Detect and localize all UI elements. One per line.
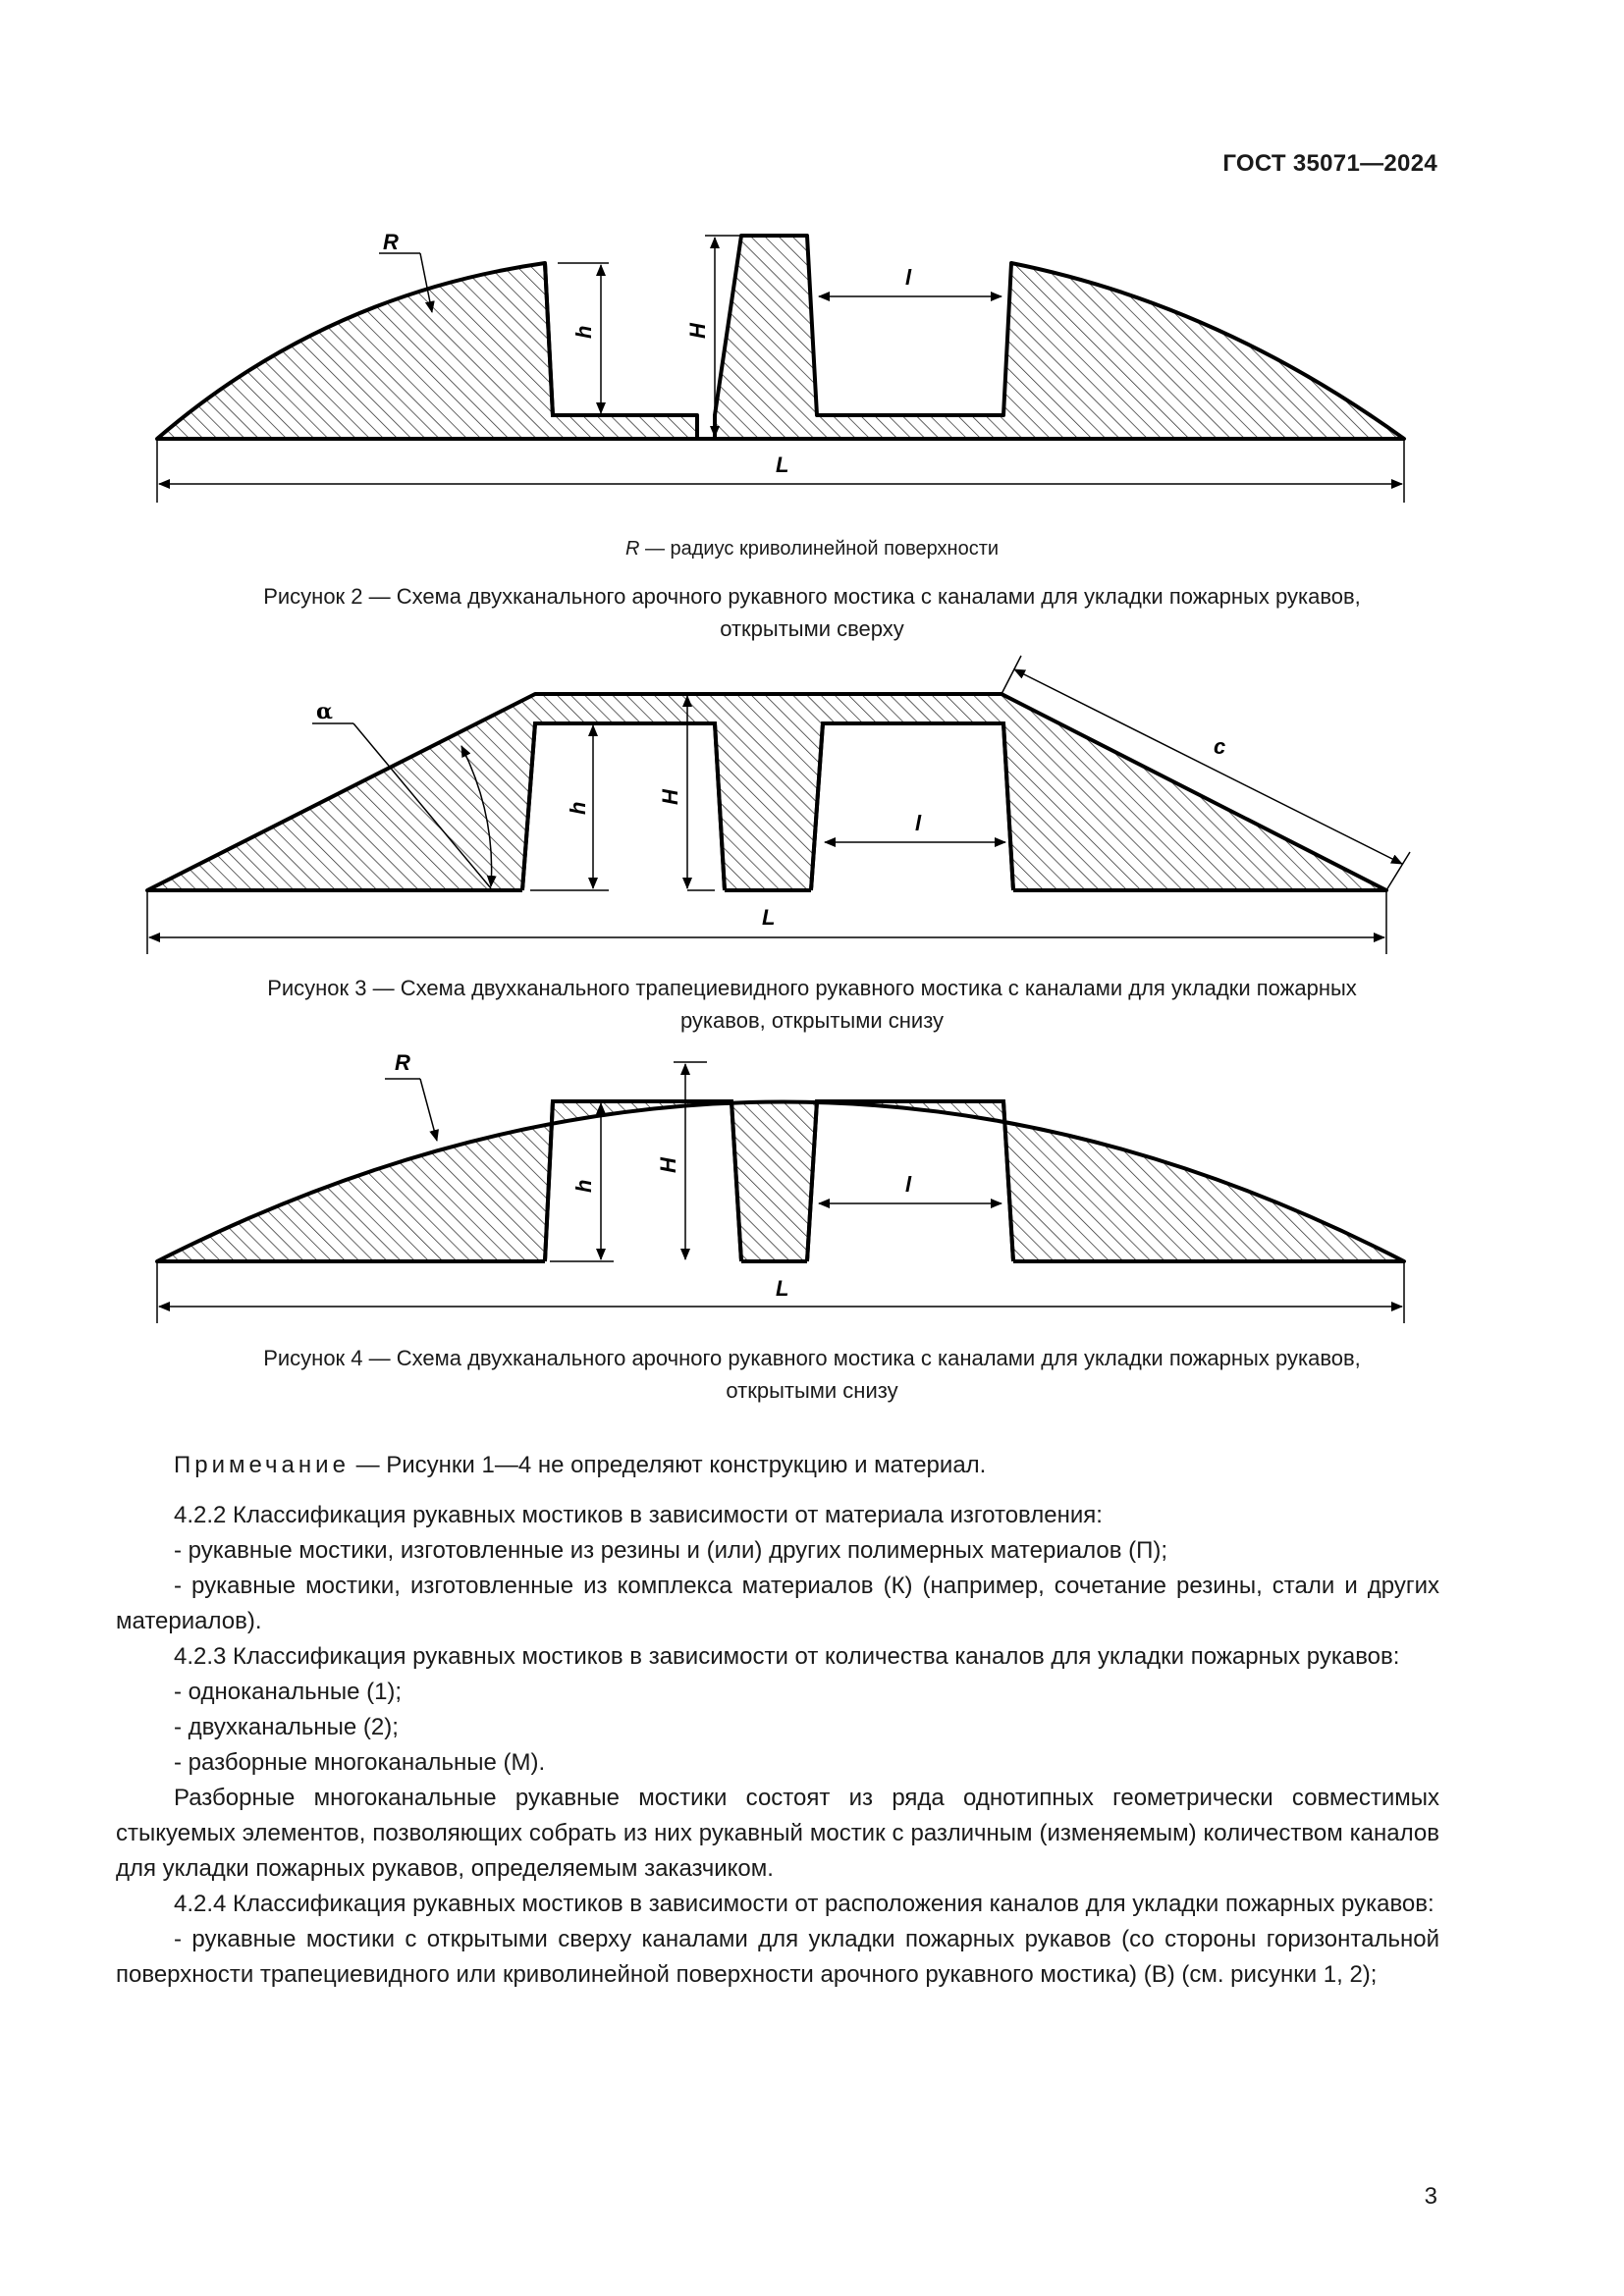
- figure-4-label-L: L: [776, 1276, 789, 1301]
- figure-3-label-h: h: [566, 801, 590, 815]
- figure-4-caption-line-1: Рисунок 4 — Схема двухканального арочного рукавного мостика с каналами для укладки пожарных рукавов,: [263, 1346, 1361, 1370]
- paragraph-4-2-2: 4.2.2 Классификация рукавных мостиков в зависимости от материала изготовления:: [174, 1502, 1103, 1528]
- figure-2-caption-line-1: Рисунок 2 — Схема двухканального арочного рукавного мостика с каналами для укладки пожарных рукавов,: [263, 584, 1361, 609]
- figure-2-legend: [0, 538, 1624, 561]
- figure-2-label-L: L: [776, 453, 789, 477]
- body-text: [116, 1498, 1439, 1993]
- list-item: - рукавные мостики, изготовленные из комплекса материалов (К) (например, сочетание резины, стали и других материалов).: [116, 1573, 1439, 1634]
- list-item: - одноканальные (1);: [174, 1679, 403, 1705]
- figure-3-caption-line-1: Рисунок 3 — Схема двухканального трапециевидного рукавного мостика с каналами для укладки пожарных: [267, 976, 1357, 1000]
- figure-2-drawing: [0, 221, 1624, 515]
- figure-2-caption-line-2: открытыми сверху: [720, 616, 904, 641]
- figure-2-label-H: H: [685, 323, 710, 339]
- note: [116, 1448, 1439, 1483]
- figure-4-caption-line-2: открытыми снизу: [726, 1378, 898, 1403]
- list-item: - рукавные мостики, изготовленные из резины и (или) других полимерных материалов (П);: [174, 1537, 1168, 1564]
- note-text: — Рисунки 1—4 не определяют конструкцию и материал.: [349, 1452, 987, 1478]
- list-item: - разборные многоканальные (М).: [174, 1749, 546, 1776]
- figure-3-drawing: [0, 648, 1624, 967]
- note-label: Примечание: [174, 1452, 350, 1478]
- figure-2-caption: [0, 580, 1624, 645]
- figure-4-caption: [0, 1342, 1624, 1407]
- page-number: 3: [1424, 2183, 1437, 2210]
- paragraph-4-2-3: 4.2.3 Классификация рукавных мостиков в зависимости от количества каналов для укладки пожарных рукавов:: [174, 1643, 1400, 1670]
- figure-2-label-l: l: [905, 265, 912, 290]
- figure-3-label-c: c: [1214, 734, 1226, 759]
- figure-3-label-alpha: α: [316, 699, 333, 724]
- figure-2-label-h: h: [571, 325, 596, 339]
- document-standard-header: ГОСТ 35071—2024: [1222, 150, 1437, 177]
- figure-4-label-l: l: [905, 1172, 912, 1197]
- figure-2-legend-text: — радиус криволинейной поверхности: [639, 538, 1000, 560]
- figure-4-label-R: R: [395, 1050, 410, 1075]
- figure-4-body: [157, 1101, 1404, 1261]
- figure-3-caption-line-2: рукавов, открытыми снизу: [679, 1008, 945, 1033]
- figure-3-caption: [0, 972, 1624, 1037]
- figure-4-label-H: H: [656, 1157, 680, 1173]
- figure-3-label-H: H: [658, 789, 682, 805]
- paragraph-dismountable: Разборные многоканальные рукавные мостики состоят из ряда однотипных геометрически совместимых стыкуемых элементов, позволяющих собрать из них рукавный мостик с различным (изменяемым) количеством каналов для укладки пожарных рукавов, определяемым заказчиком.: [116, 1785, 1439, 1882]
- figure-2-body: [157, 236, 1404, 439]
- figure-4-drawing: [0, 1045, 1624, 1330]
- figure-4-label-h: h: [571, 1179, 596, 1193]
- figure-2-legend-symbol: R: [624, 538, 640, 560]
- figure-2-label-R: R: [383, 230, 399, 254]
- list-item: - двухканальные (2);: [174, 1714, 399, 1740]
- figure-3-label-l: l: [915, 811, 922, 835]
- list-item: - рукавные мостики с открытыми сверху каналами для укладки пожарных рукавов (со стороны горизонтальной поверхности трапециевидного или криволинейной поверхности арочного рукавного мостика) (В) (см. рисунки 1, 2);: [116, 1926, 1439, 1988]
- paragraph-4-2-4: 4.2.4 Классификация рукавных мостиков в зависимости от расположения каналов для укладки пожарных рукавов:: [174, 1891, 1435, 1917]
- figure-3-label-L: L: [762, 905, 776, 930]
